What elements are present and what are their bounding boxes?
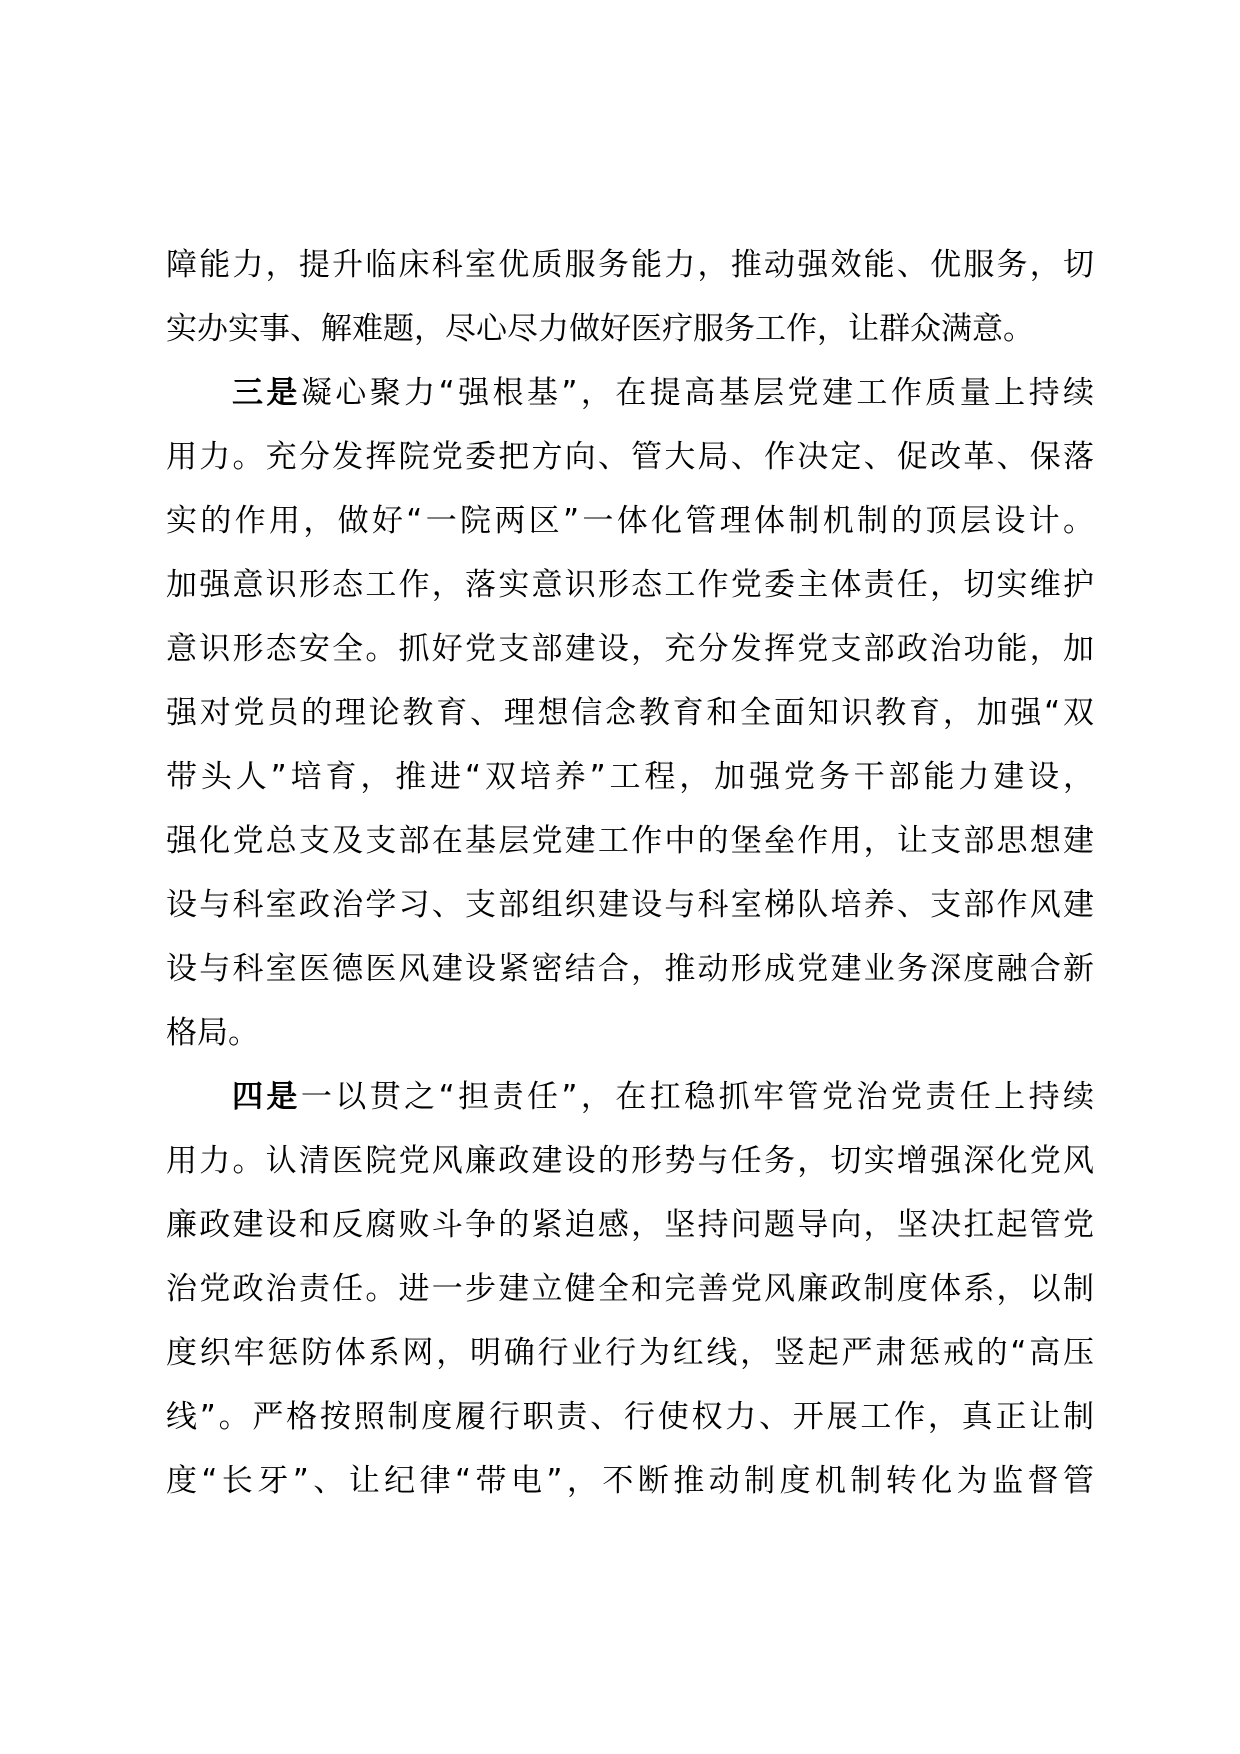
section-4-line: 线”。严格按照制度履行职责、行使权力、开展工作，真正让制	[166, 1399, 1094, 1435]
section-3-line: 意识形态安全。抓好党支部建设，充分发挥党支部政治功能，加	[166, 631, 1094, 667]
section-3-lead: 三是	[232, 375, 301, 411]
section-3-first-line	[232, 361, 1094, 425]
section-4-line: 用力。认清医院党风廉政建设的形势与任务，切实增强深化党风	[166, 1143, 1094, 1179]
section-4-line: 治党政治责任。进一步建立健全和完善党风廉政制度体系，以制	[166, 1271, 1094, 1307]
section-4-lead: 四是	[232, 1079, 301, 1115]
section-3-line: 设与科室医德医风建设紧密结合，推动形成党建业务深度融合新	[166, 951, 1094, 987]
section-4-line: 廉政建设和反腐败斗争的紧迫感，坚持问题导向，坚决扛起管党	[166, 1207, 1094, 1243]
section-3-line: 强化党总支及支部在基层党建工作中的堡垒作用，让支部思想建	[166, 823, 1094, 859]
continuation-line-2: 实办实事、解难题，尽心尽力做好医疗服务工作，让群众满意。	[166, 311, 1034, 347]
section-4-line: 度“长牙”、让纪律“带电”，不断推动制度机制转化为监督管	[166, 1463, 1094, 1499]
section-3-line: 加强意识形态工作，落实意识形态工作党委主体责任，切实维护	[166, 567, 1094, 603]
section-3-line: 带头人”培育，推进“双培养”工程，加强党务干部能力建设，	[166, 759, 1094, 795]
section-3-line: 强对党员的理论教育、理想信念教育和全面知识教育，加强“双	[166, 695, 1094, 731]
section-3-line: 格局。	[166, 1015, 259, 1051]
section-3-line: 设与科室政治学习、支部组织建设与科室梯队培养、支部作风建	[166, 887, 1094, 923]
section-4-first-line-text: 一以贯之“担责任”，在扛稳抓牢管党治党责任上持续	[300, 1079, 1094, 1115]
section-4-first-line	[232, 1065, 1094, 1129]
section-3-first-line-text: 凝心聚力“强根基”，在提高基层党建工作质量上持续	[300, 375, 1094, 411]
section-3-line: 用力。充分发挥院党委把方向、管大局、作决定、促改革、保落	[166, 439, 1094, 475]
section-3-line: 实的作用，做好“一院两区”一体化管理体制机制的顶层设计。	[166, 503, 1094, 539]
continuation-line-1: 障能力，提升临床科室优质服务能力，推动强效能、优服务，切	[166, 247, 1094, 283]
section-4-line: 度织牢惩防体系网，明确行业行为红线，竖起严肃惩戒的“高压	[166, 1335, 1094, 1371]
